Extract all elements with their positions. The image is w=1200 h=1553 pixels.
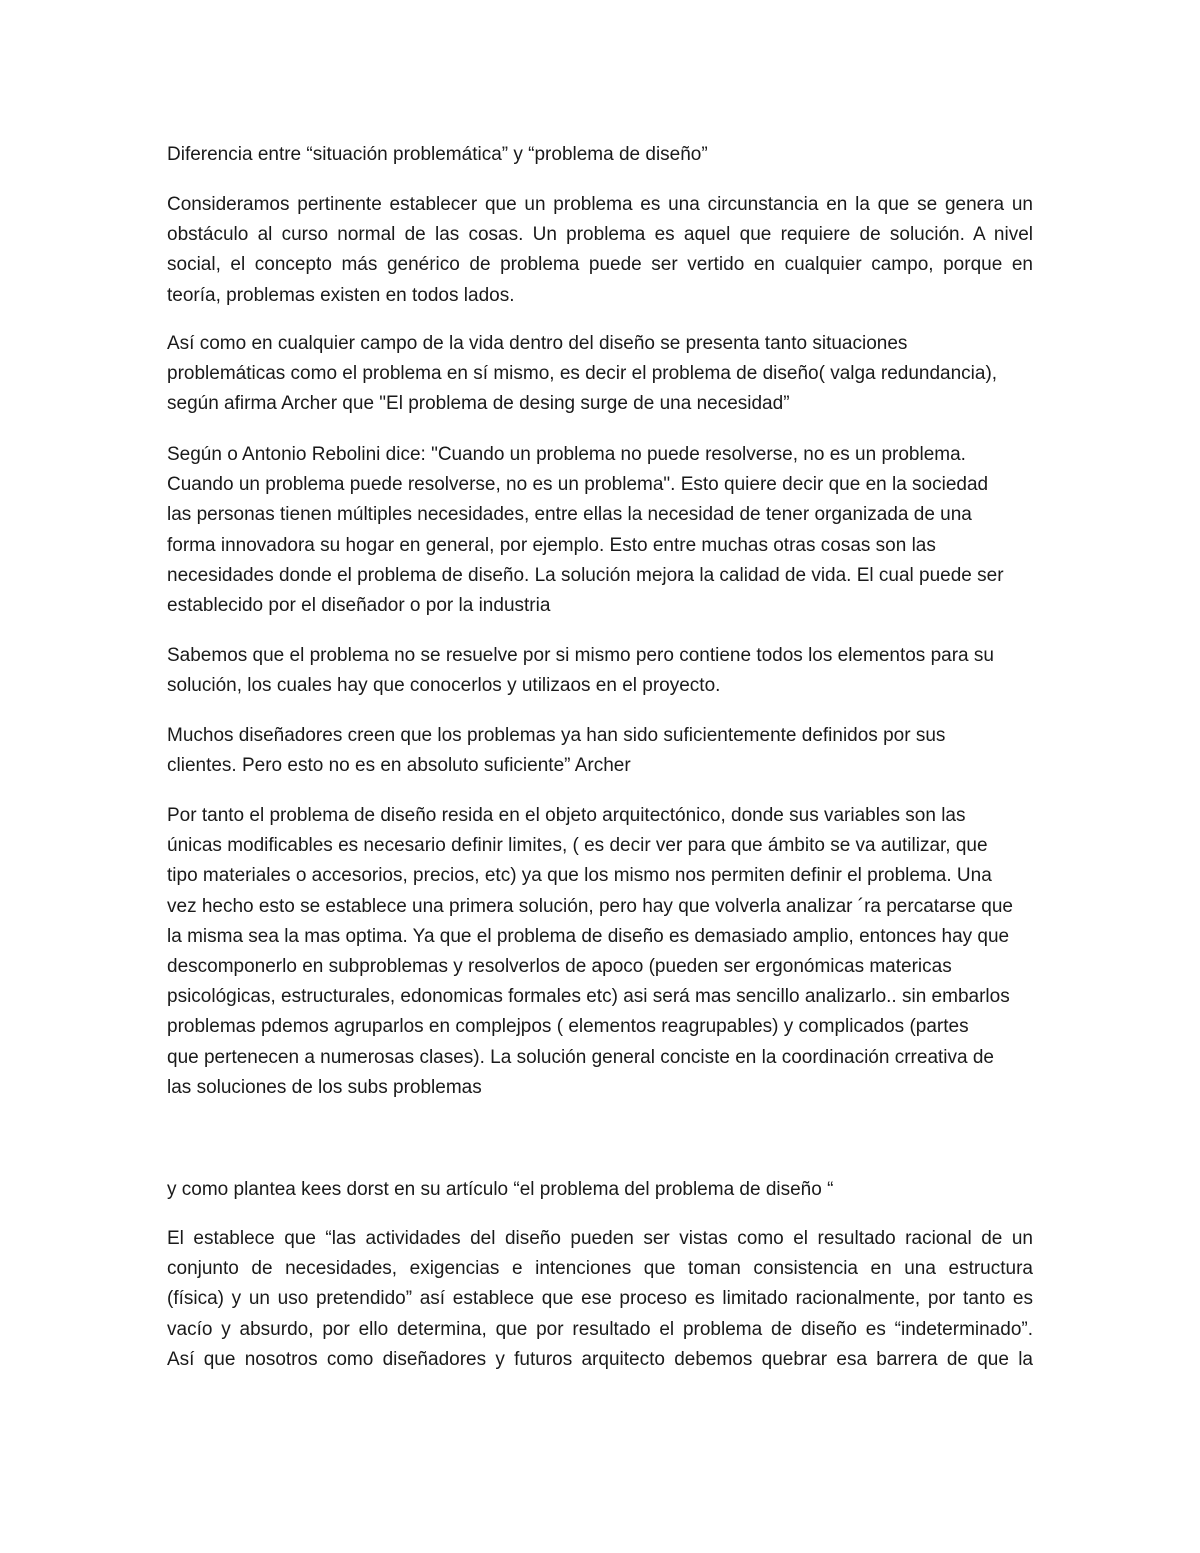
text-line: las soluciones de los subs problemas (167, 1076, 482, 1098)
text-line: y como plantea kees dorst en su artículo “el problema del problema de diseño “ (167, 1179, 834, 1200)
paragraph-5 (167, 721, 1033, 781)
title-line: Diferencia entre “situación problemática” y “problema de diseño” (167, 144, 708, 165)
paragraph-8 (167, 1224, 1033, 1375)
text-line: Cuando un problema puede resolverse, no es un problema". Esto quiere decir que en la sociedad (167, 474, 989, 496)
text-line: psicológicas, estructurales, edonomicas formales etc) asi será mas sencillo analizarlo.. sin embarlos (167, 986, 1010, 1008)
paragraph-2 (167, 329, 1033, 420)
text-line: obstáculo al curso normal de las cosas. Un problema es aquel que requiere de solución. A nivel (167, 224, 1033, 246)
text-line: vez hecho esto se establece una primera solución, pero hay que volverla analizar ´ra percatarse que (167, 895, 1013, 917)
paragraph-7 (167, 1175, 1033, 1205)
text-line: El establece que “las actividades del diseño pueden ser vistas como el resultado racional de un (167, 1228, 1033, 1249)
text-line: forma innovadora su hogar en general, por ejemplo. Esto entre muchas otras cosas son las (167, 534, 936, 556)
text-line: tipo materiales o accesorios, precios, etc) ya que los mismo nos permiten definir el problema. Una (167, 865, 992, 887)
text-line: teoría, problemas existen en todos lados. (167, 284, 515, 306)
paragraph-4 (167, 641, 1033, 701)
text-line: Consideramos pertinente establecer que un problema es una circunstancia en la que se genera un (167, 194, 1033, 215)
text-line: establecido por el diseñador o por la industria (167, 595, 551, 617)
text-line: problemas pdemos agruparlos en complejpos ( elementos reagrupables) y complicados (partes (167, 1016, 969, 1038)
text-line: descomponerlo en subproblemas y resolverlos de apoco (pueden ser ergonómicas matericas (167, 956, 952, 978)
document-title (167, 140, 1033, 170)
text-line: la misma sea la mas optima. Ya que el problema de diseño es demasiado amplio, entonces hay que (167, 925, 1010, 947)
text-line: conjunto de necesidades, exigencias e intenciones que toman consistencia en una estructura (167, 1258, 1033, 1280)
text-line: Según o Antonio Rebolini dice: "Cuando un problema no puede resolverse, no es un problema. (167, 444, 966, 465)
text-line: Así como en cualquier campo de la vida dentro del diseño se presenta tanto situaciones (167, 333, 908, 354)
text-line: las personas tienen múltiples necesidades, entre ellas la necesidad de tener organizada de una (167, 504, 972, 526)
text-line: únicas modificables es necesario definir limites, ( es decir ver para que ámbito se va autilizar, que (167, 835, 988, 857)
text-line: vacío y absurdo, por ello determina, que por resultado el problema de diseño es “indeterminado”. (167, 1318, 1033, 1340)
text-line: problemáticas como el problema en sí mismo, es decir el problema de diseño( valga redundancia), (167, 363, 998, 385)
text-line: necesidades donde el problema de diseño. La solución mejora la calidad de vida. El cual puede ser (167, 564, 1004, 586)
text-line: Muchos diseñadores creen que los problemas ya han sido suficientemente definidos por sus (167, 725, 946, 746)
text-line: que pertenecen a numerosas clases). La solución general conciste en la coordinación crreativa de (167, 1046, 994, 1068)
text-line: (física) y un uso pretendido” así establece que ese proceso es limitado racionalmente, por tanto es (167, 1288, 1033, 1310)
text-line: según afirma Archer que "El problema de desing surge de una necesidad” (167, 393, 790, 415)
paragraph-6 (167, 801, 1033, 1103)
text-line: clientes. Pero esto no es en absoluto suficiente” Archer (167, 755, 631, 777)
paragraph-3 (167, 440, 1033, 621)
text-line: Así que nosotros como diseñadores y futuros arquitecto debemos quebrar esa barrera de que la (167, 1348, 1033, 1370)
paragraph-1 (167, 190, 1033, 311)
text-line: social, el concepto más genérico de problema puede ser vertido en cualquier campo, porque en (167, 254, 1033, 276)
text-line: Por tanto el problema de diseño resida en el objeto arquitectónico, donde sus variables son las (167, 805, 966, 826)
text-line: Sabemos que el problema no se resuelve por si mismo pero contiene todos los elementos para su (167, 645, 994, 666)
text-line: solución, los cuales hay que conocerlos y utilizaos en el proyecto. (167, 675, 721, 697)
